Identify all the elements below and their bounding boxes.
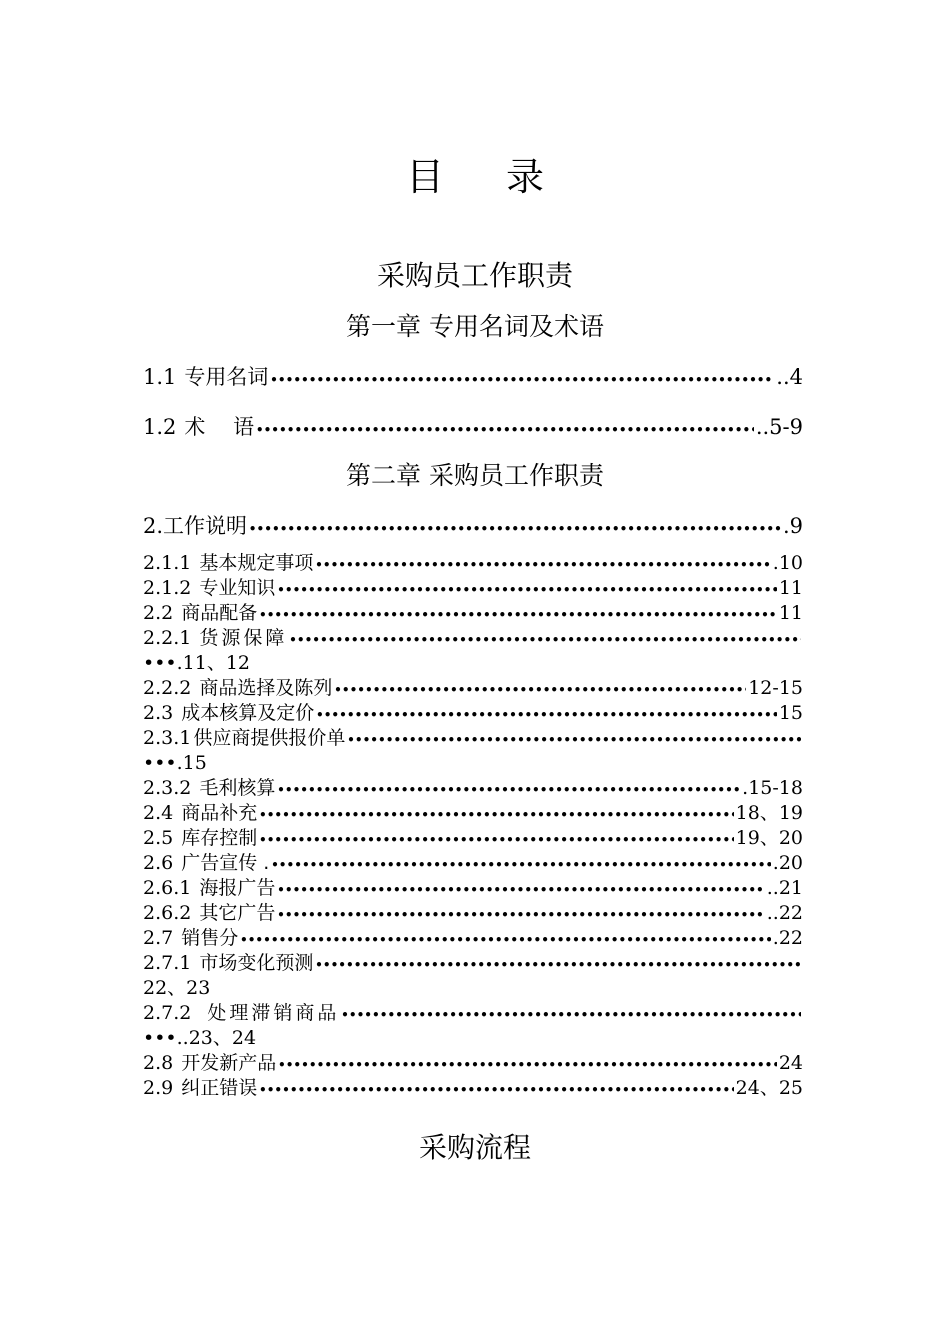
dot-leader [240, 928, 771, 953]
dot-leader [259, 828, 733, 853]
entry-number: 2. [143, 514, 164, 538]
entry-page: 24、25 [735, 1077, 803, 1099]
entry-label: 处理滞销商品 [207, 1002, 340, 1024]
dot-leader [259, 603, 777, 628]
entry-number: 2.1.1 [143, 552, 192, 574]
entry-label: 广告宣传 . [181, 852, 270, 874]
chapter-2-heading: 第二章 采购员工作职责 [346, 461, 604, 490]
entry-label: 专业知识 [199, 577, 276, 599]
entry-page: .9 [782, 514, 803, 538]
page-title: 目录 [405, 155, 606, 199]
toc-continuation: •••..23、24 [143, 1027, 257, 1049]
entry-page: ..22 [766, 902, 803, 924]
toc-entry[interactable] [143, 826, 803, 853]
entry-label: 开发新产品 [181, 1052, 277, 1074]
toc-entry[interactable] [143, 601, 803, 628]
entry-page: 12-15 [748, 677, 803, 699]
entry-page: 11 [778, 602, 803, 624]
entry-label: 库存控制 [181, 827, 258, 849]
entry-label: 销售分 [181, 927, 239, 949]
toc-entry[interactable] [143, 951, 803, 978]
section-heading-procurement-process: 采购流程 [418, 1131, 531, 1164]
entry-page: 15 [778, 702, 803, 724]
entry-label: 专用名词 [184, 365, 269, 389]
main-heading: 采购员工作职责 [376, 259, 573, 292]
toc-entry[interactable] [143, 926, 803, 953]
dot-leader [277, 903, 764, 928]
entry-number: 1.2 [143, 415, 177, 439]
entry-label: 商品补充 [181, 802, 258, 824]
dot-leader [289, 628, 801, 653]
toc-continuation: •••.15 [143, 752, 207, 774]
dot-leader [277, 878, 764, 903]
dot-leader [347, 728, 801, 753]
toc-continuation: 22、23 [143, 977, 211, 999]
entry-page: ..21 [766, 877, 803, 899]
toc-entry[interactable] [143, 901, 803, 928]
entry-page: ..5-9 [755, 415, 803, 439]
toc-entry[interactable] [143, 851, 803, 878]
toc-entry[interactable] [143, 626, 803, 653]
entry-label: 商品选择及陈列 [199, 677, 333, 699]
entry-label: 成本核算及定价 [181, 702, 315, 724]
dot-leader [270, 365, 774, 395]
entry-page: 11 [778, 577, 803, 599]
toc-entry[interactable] [143, 726, 803, 753]
dot-leader [315, 953, 801, 978]
toc-entry[interactable] [143, 1001, 803, 1028]
toc-entry[interactable] [143, 801, 803, 828]
toc-entry[interactable] [143, 362, 803, 395]
entry-page: .15-18 [742, 777, 803, 799]
entry-page: ..4 [776, 365, 803, 389]
toc-entry[interactable] [143, 776, 803, 803]
dot-leader [259, 803, 733, 828]
entry-label: 供应商提供报价单 [193, 727, 346, 749]
dot-leader [341, 1003, 801, 1028]
entry-label: 商品配备 [181, 602, 258, 624]
toc-entry[interactable] [143, 1076, 803, 1103]
dot-leader [334, 678, 746, 703]
toc-entry[interactable] [143, 1051, 803, 1078]
toc-entry[interactable] [143, 412, 803, 445]
dot-leader [256, 415, 754, 445]
entry-page: 18、19 [735, 802, 803, 824]
toc-entry[interactable] [143, 511, 803, 544]
dot-leader [315, 553, 770, 578]
entry-number: 1.1 [143, 365, 177, 389]
toc-entry[interactable] [143, 676, 803, 703]
toc-continuation: •••.11、12 [143, 652, 251, 674]
entry-label: 货源保障 [199, 627, 288, 649]
dot-leader [259, 1078, 733, 1103]
entry-page: 19、20 [735, 827, 803, 849]
entry-label: 纠正错误 [181, 1077, 258, 1099]
entry-label: 术 语 [184, 415, 255, 439]
entry-page: .22 [772, 927, 803, 949]
dot-leader [249, 514, 781, 544]
entry-label: 市场变化预测 [199, 952, 314, 974]
dot-leader [316, 703, 777, 728]
entry-number: 2.3.1 [143, 727, 192, 749]
entry-label: 海报广告 [199, 877, 276, 899]
entry-label: 毛利核算 [199, 777, 276, 799]
entry-number: 2.9 [143, 1077, 174, 1099]
entry-page: .20 [772, 852, 803, 874]
dot-leader [277, 778, 740, 803]
entry-number: 2.6.1 [143, 877, 192, 899]
dot-leader [271, 853, 770, 878]
entry-number: 2.8 [143, 1052, 174, 1074]
entry-number: 2.2.1 [143, 627, 192, 649]
entry-number: 2.4 [143, 802, 174, 824]
entry-number: 2.2.2 [143, 677, 192, 699]
entry-label: 其它广告 [199, 902, 276, 924]
entry-label: 工作说明 [163, 514, 248, 538]
dot-leader [277, 578, 776, 603]
entry-number: 2.6 [143, 852, 174, 874]
entry-number: 2.6.2 [143, 902, 192, 924]
entry-number: 2.5 [143, 827, 174, 849]
entry-label: 基本规定事项 [199, 552, 314, 574]
entry-page: .10 [772, 552, 803, 574]
dot-leader [278, 1053, 777, 1078]
toc-entry[interactable] [143, 551, 803, 578]
chapter-1-heading: 第一章 专用名词及术语 [346, 312, 604, 341]
entry-number: 2.2 [143, 602, 174, 624]
entry-number: 2.3 [143, 702, 174, 724]
entry-number: 2.1.2 [143, 577, 192, 599]
toc-entry[interactable] [143, 701, 803, 728]
toc-entry[interactable] [143, 876, 803, 903]
entry-number: 2.7.1 [143, 952, 192, 974]
toc-entry[interactable] [143, 576, 803, 603]
entry-number: 2.3.2 [143, 777, 192, 799]
entry-number: 2.7 [143, 927, 174, 949]
entry-number: 2.7.2 [143, 1002, 192, 1024]
entry-page: 24 [778, 1052, 803, 1074]
